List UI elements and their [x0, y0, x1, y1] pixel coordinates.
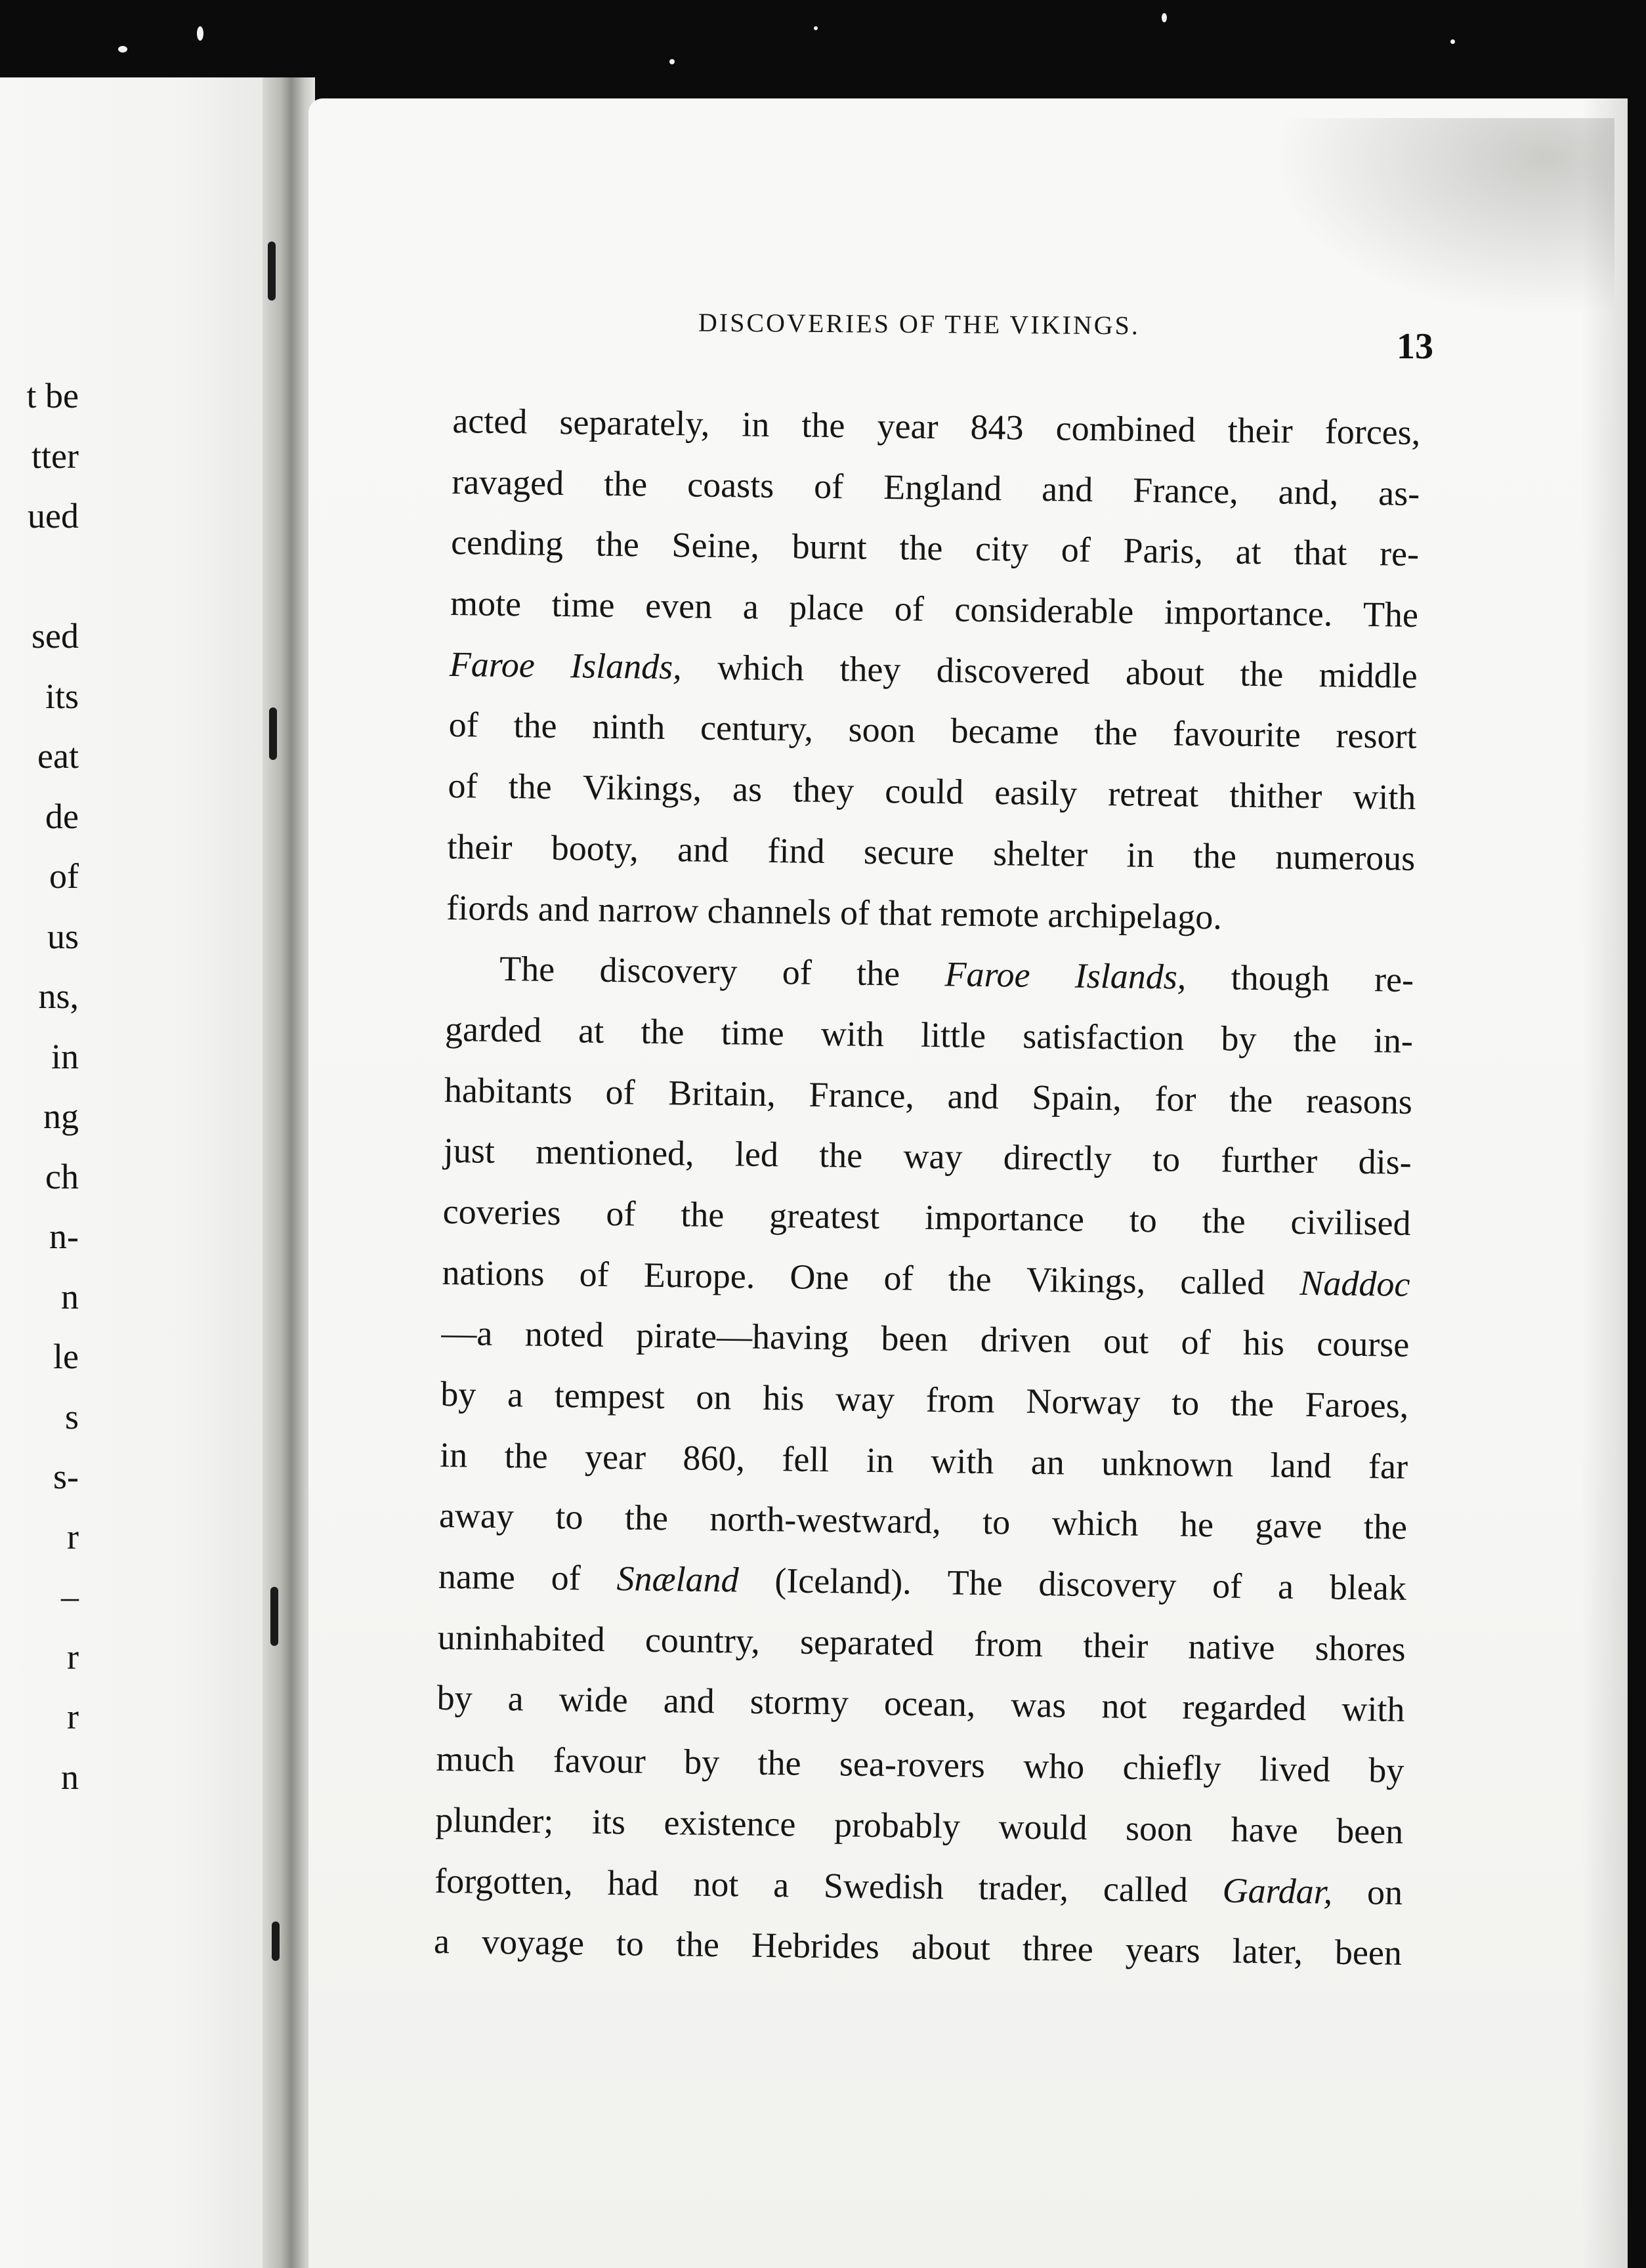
text-line: ravaged the coasts of England and France, and, as- [451, 461, 1420, 513]
text-line: a voyage to the Hebrides about three years later, been [433, 1922, 1403, 1973]
left-page-line: eat [37, 736, 79, 776]
text-line: name of Snæland (Iceland). The discovery of a bleak [438, 1556, 1407, 1608]
left-page-line: us [47, 916, 79, 956]
left-page-line: ued [28, 496, 79, 536]
left-page-line: in [51, 1036, 79, 1076]
left-page-line: sed [32, 616, 79, 656]
text-line: just mentioned, led the way directly to further dis- [443, 1131, 1412, 1183]
left-page-line: r [67, 1697, 79, 1736]
text-line: garded at the time with little satisfaction by the in- [444, 1009, 1414, 1060]
text-line: mote time even a place of considerable importance. The [450, 583, 1419, 635]
text-line: of the ninth century, soon became the favourite resort [448, 705, 1417, 757]
text-line: nations of Europe. One of the Vikings, called Naddoc [442, 1252, 1410, 1304]
page-edge-shadow [1582, 98, 1628, 2268]
text-line: away to the north-westward, to which he gave the [438, 1496, 1408, 1547]
left-page-line: ng [43, 1097, 79, 1136]
left-page-line: s- [53, 1457, 79, 1496]
text-line: in the year 860, fell in with an unknown land far [439, 1435, 1408, 1486]
book-gutter [263, 77, 315, 2268]
text-line: plunder; its existence probably would soon have been [435, 1799, 1404, 1851]
text-line: habitants of Britain, France, and Spain, for the reasons [444, 1070, 1413, 1122]
left-page-line: n- [49, 1217, 79, 1256]
text-line: forgotten, had not a Swedish trader, called Gardar, on [434, 1860, 1403, 1912]
left-page-line: de [45, 796, 79, 836]
text-line: fiords and narrow channels of that remote archipelago. [446, 887, 1223, 936]
text-line: of the Vikings, as they could easily retreat thither with [448, 766, 1416, 818]
left-page-line [0, 547, 79, 607]
left-page-line: ch [45, 1156, 79, 1196]
text-line: their booty, and find secure shelter in the numerous [447, 826, 1416, 878]
left-page-line: its [45, 676, 79, 716]
left-page-line: of [49, 856, 79, 896]
text-line: by a wide and stormy ocean, was not regarded with [436, 1678, 1405, 1730]
left-page-line: t be [26, 376, 79, 415]
left-page-line: n [61, 1757, 79, 1797]
left-page-text-fragments [0, 366, 79, 1807]
left-page-line: r [67, 1637, 79, 1677]
text-line: Faroe Islands, which they discovered about the middle [449, 644, 1418, 696]
text-line: The discovery of the Faroe Islands, though re- [499, 949, 1414, 1000]
text-line: by a tempest on his way from Norway to the Faroes, [440, 1374, 1409, 1425]
left-page-line: – [61, 1577, 79, 1616]
text-line: coveries of the greatest importance to the civilised [442, 1191, 1411, 1243]
text-line: uninhabited country, separated from their native shores [437, 1617, 1406, 1669]
left-page-line: r [67, 1517, 79, 1557]
page-number: 13 [1397, 326, 1433, 367]
left-page-line: tter [32, 436, 79, 476]
facing-left-page [0, 77, 263, 2268]
left-page-line: ns, [38, 976, 79, 1016]
text-line: cending the Seine, burnt the city of Paris, at that re- [450, 522, 1420, 574]
left-page-line: le [53, 1337, 79, 1376]
left-page-line: n [61, 1276, 79, 1316]
page-corner-shadow [1273, 118, 1614, 315]
text-line: —a noted pirate—having been driven out of his course [441, 1313, 1410, 1365]
running-head: DISCOVERIES OF THE VIKINGS. [698, 307, 1141, 341]
left-page-line: s [64, 1396, 79, 1437]
text-line: acted separately, in the year 843 combined their forces, [452, 400, 1421, 453]
text-line: much favour by the sea-rovers who chiefly lived by [436, 1738, 1404, 1790]
body-text [434, 390, 1421, 1984]
